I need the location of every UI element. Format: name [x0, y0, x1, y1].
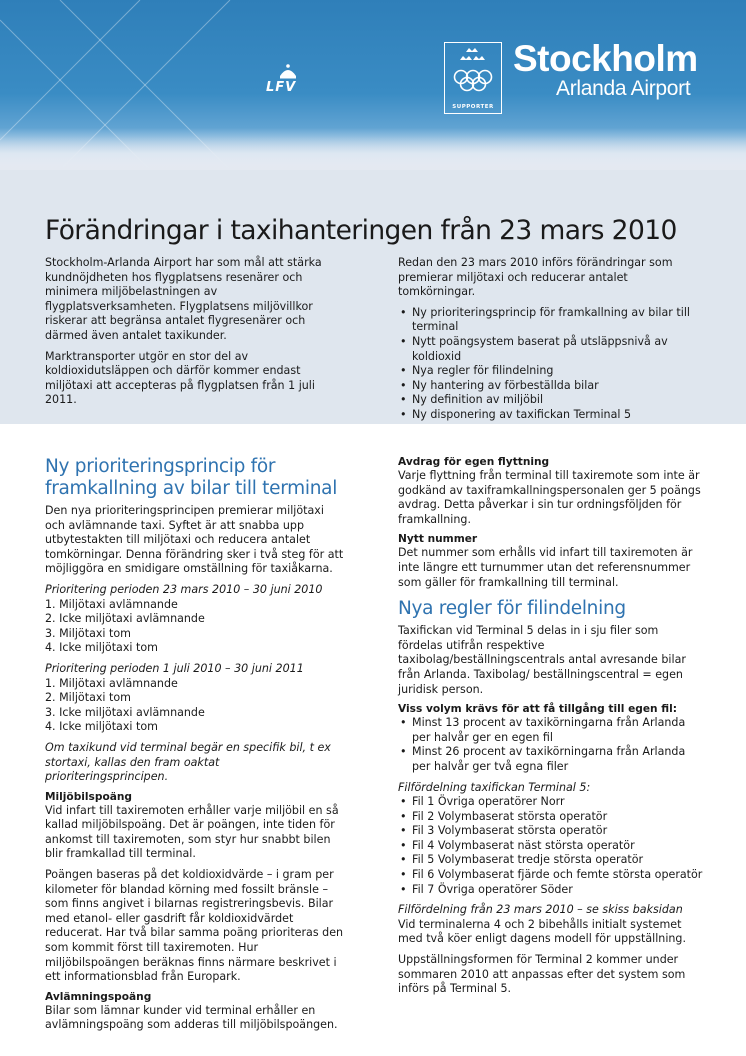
list-item: • Fil 1 Övriga operatörer Norr — [398, 795, 703, 810]
paragraph: Varje flyttning från terminal till taxiremote som inte är godkänd av taxiframkallningspersonalen ger 5 poängs avdrag. Detta påverkar i sin tur ordningsföljden för framkallning. — [398, 469, 701, 526]
paragraph: Det nummer som erhålls vid infart till taxiremoten är inte längre ett turnummer utan det referensnummer som gäller för framkallning till terminal. — [398, 546, 693, 589]
intro-paragraph: Stockholm-Arlanda Airport har som mål att stärka kundnöjdheten hos flygplatsens resenärer och minimera miljöbelastningen av flygplatsverksamheten. Flygplatsens miljövillkor riskerar att begränsa antalet flygresenärer och därmed även antalet taxikunder. — [45, 256, 322, 342]
brand-subtitle: Arlanda Airport — [556, 77, 691, 100]
changes-list — [398, 306, 703, 423]
paragraph: Poängen baseras på det koldioxidvärde – i gram per kilometer för blandad körning med fossilt bränsle – som finns angivet i bilarnas registreringsbevis. Bilar med etanol- eller gasdrift får koldioxidvärdet reducerat. Har två bilar samma poäng prioriteras den som kommit först till taxiremoten. Hur miljöbilspoängen beräknas finns närmare beskrivet i ett informationsblad från Europark. — [45, 868, 344, 984]
paragraph: Vid terminalerna 4 och 2 bibehålls initialt systemet med två köer enligt dagens modell för uppställning. — [398, 917, 687, 946]
list-item: 3. Icke miljötaxi avlämnande — [45, 705, 205, 719]
list-item: 4. Icke miljötaxi tom — [45, 641, 158, 655]
subheading: Nytt nummer — [398, 533, 478, 546]
list-item: • Ny disponering av taxifickan Terminal 5 — [398, 408, 703, 423]
list-item: 3. Miljötaxi tom — [45, 626, 131, 640]
intro-paragraph: Marktransporter utgör en stor del av koldioxidutsläppen och därför kommer endast miljötaxi att accepteras på flygplatsen från 1 juli 2011. — [45, 349, 315, 407]
list-item: • Fil 5 Volymbaserat tredje största operatör — [398, 853, 703, 868]
list-item: • Ny hantering av förbeställda bilar — [398, 379, 703, 394]
list-item: 1. Miljötaxi avlämnande — [45, 597, 178, 611]
list-item: • Fil 6 Volymbaserat fjärde och femte största operatör — [398, 868, 703, 883]
list-item: • Fil 7 Övriga operatörer Söder — [398, 883, 703, 898]
left-column — [45, 456, 345, 1039]
lfv-logo: LFV — [266, 80, 297, 95]
lane-list — [398, 795, 703, 897]
list-item: 4. Icke miljötaxi tom — [45, 720, 158, 734]
priority-list — [45, 598, 345, 656]
list-item: 2. Miljötaxi tom — [45, 691, 131, 705]
list-item: • Fil 3 Volymbaserat största operatör — [398, 824, 703, 839]
subheading: Avdrag för egen flyttning — [398, 456, 550, 468]
paragraph: Uppställningsformen för Terminal 2 kommer under sommaren 2010 att anpassas efter det system som införs på Terminal 5. — [398, 953, 686, 996]
subheading: Miljöbilspoäng — [45, 790, 133, 803]
paragraph: Taxifickan vid Terminal 5 delas in i sju filer som fördelas utifrån respektive taxibolag/beställningscentrals antal avresande bilar från Arlanda. Taxibolag/ beställningscentral = egen juridisk person. — [398, 624, 686, 696]
subheading: Viss volym krävs för att få tillgång till egen fil: — [398, 703, 677, 716]
section-heading: Ny prioriteringsprincip för framkallning av bilar till terminal — [45, 456, 338, 499]
page-title: Förändringar i taxihanteringen från 23 mars 2010 — [45, 215, 677, 246]
lane-list-title: Filfördelning taxifickan Terminal 5: — [398, 780, 591, 794]
list-item: • Nytt poängsystem baserat på utsläppsnivå av koldioxid — [398, 335, 703, 364]
cloud-band — [0, 128, 746, 170]
priority-list — [45, 677, 345, 735]
lane-distribution-title: Filfördelning från 23 mars 2010 – se skiss baksidan — [398, 903, 683, 917]
brand-name: Stockholm — [513, 38, 698, 79]
paragraph: Vid infart till taxiremoten erhåller varje miljöbil en så kallad miljöbilspoäng. Det är poängen, inte tiden för ankomst till taxiremoten, som styr hur snabbt bilen blir framkallad till terminal. — [45, 803, 339, 861]
list-item: • Minst 26 procent av taxikörningarna från Arlanda per halvår ger två egna filer — [398, 745, 703, 774]
subheading: Avlämningspoäng — [45, 990, 152, 1003]
supporter-badge — [444, 42, 502, 114]
badge-label: SUPPORTER — [452, 104, 494, 110]
list-item: 1. Miljötaxi avlämnande — [45, 676, 178, 690]
period-title: Prioritering perioden 23 mars 2010 – 30 juni 2010 — [45, 582, 323, 596]
note: Om taxikund vid terminal begär en specifik bil, t ex stortaxi, kallas den fram oaktat prioriteringsprincipen. — [45, 740, 331, 784]
list-item: • Ny prioriteringsprincip för framkallning av bilar till terminal — [398, 306, 703, 335]
list-item: • Minst 13 procent av taxikörningarna från Arlanda per halvår ger en egen fil — [398, 716, 703, 745]
period-title: Prioritering perioden 1 juli 2010 – 30 juni 2011 — [45, 661, 304, 675]
section-heading: Nya regler för filindelning — [398, 598, 626, 620]
paragraph: Den nya prioriteringsprincipen premierar miljötaxi och avlämnande taxi. Syftet är att snabba upp utbytestakten till miljötaxi och reducera antalet tomkörningar. Denna förändring sker i två steg för att möjliggöra en smidigare omställning för taxiåkarna. — [45, 504, 344, 576]
list-item: • Nya regler för filindelning — [398, 364, 703, 379]
list-item: 2. Icke miljötaxi avlämnande — [45, 612, 205, 626]
intro-paragraph: Redan den 23 mars 2010 införs förändringar som premierar miljötaxi och reducerar antalet tomkörningar. — [398, 256, 673, 299]
olympic-rings-icon — [445, 43, 500, 103]
intro-right-column — [398, 256, 703, 429]
right-column — [398, 456, 703, 1003]
list-item: • Fil 2 Volymbaserat största operatör — [398, 810, 703, 825]
volume-list — [398, 716, 703, 774]
list-item: • Fil 4 Volymbaserat näst största operatör — [398, 839, 703, 854]
paragraph: Bilar som lämnar kunder vid terminal erhåller en avlämningspoäng som adderas till miljöbilspoängen. — [45, 1003, 338, 1032]
list-item: • Ny definition av miljöbil — [398, 393, 703, 408]
header-banner — [0, 0, 746, 170]
intro-left-column — [45, 256, 345, 414]
